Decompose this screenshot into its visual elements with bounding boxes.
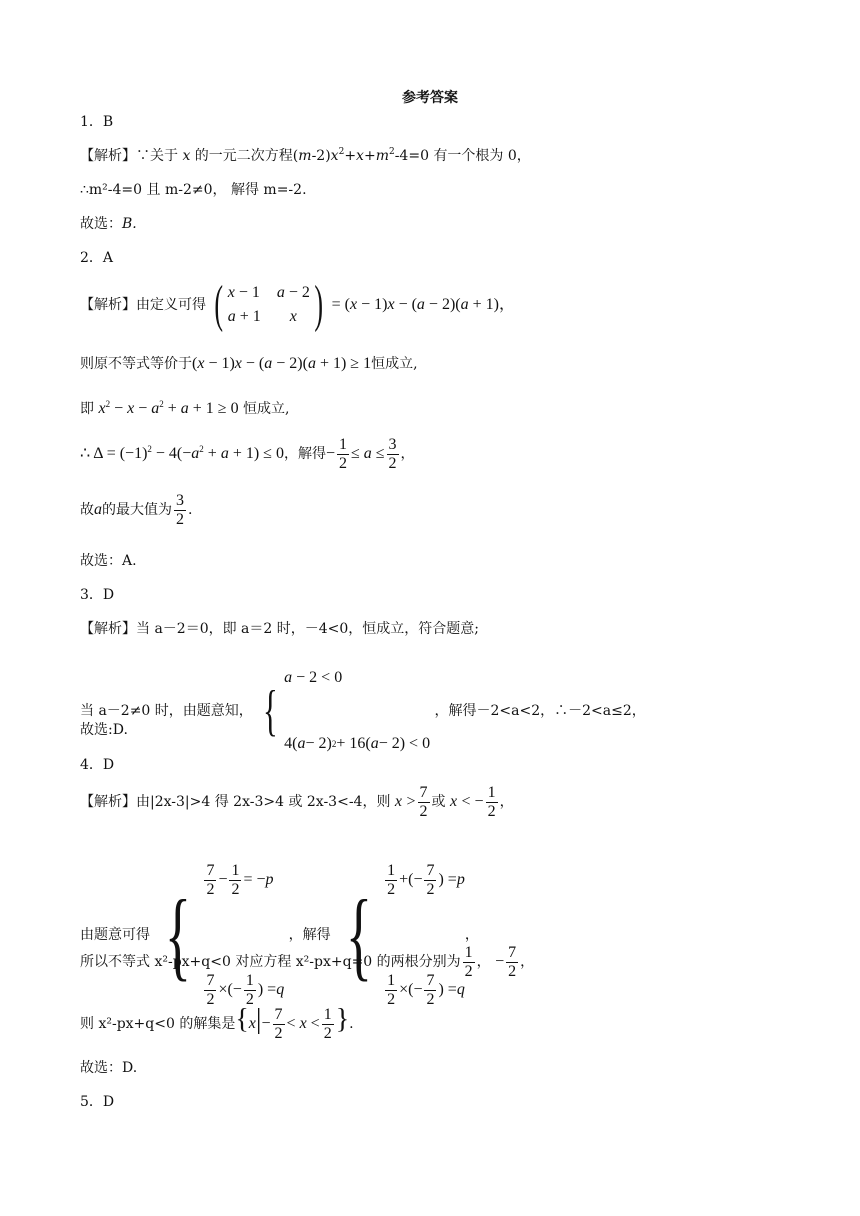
page-title: 参考答案	[402, 90, 458, 106]
q2-analysis-line4: ∴ $\Delta = (-1)^2 - 4(-a^2 + a + 1) \le 0$，解得− $\frac{1}{2}$ ≤ a ≤ $\frac{3}{2}$ ，	[80, 435, 415, 472]
q1-answer: 1．B	[80, 114, 114, 130]
q2-analysis-line2: 则原不等式等价于(x − 1)x − (a − 2)(a + 1) ≥ 1恒成立,	[80, 355, 418, 372]
q1-choice: 故选：B.	[80, 216, 137, 232]
q4-analysis-line3: 所以不等式 x²-px+q<0 对应方程 x²-px+q=0 的两根分别为 $\frac{1}{2}$ ， − $\frac{7}{2}$ ，	[80, 943, 535, 980]
q1-analysis-line2: ∴m²-4=0 且 m-2≠0， 解得 m=-2.	[80, 182, 307, 198]
q2-answer: 2．A	[80, 250, 114, 266]
q2-analysis-line5: 故a的最大值为 $\frac{3}{2}$ .	[80, 491, 193, 528]
q4-choice: 故选：D.	[80, 1060, 138, 1076]
q2-matrix: x − 1 a − 2 a + 1 x	[227, 284, 310, 325]
q4-system-given: { $\frac{7}{2}$ − $\frac{1}{2}$ = − p $\frac{7}{2}$ ×(− $\frac{1}{2}$ ) = q	[165, 861, 285, 1008]
q3-system: { a − 2 < 0 4( a − 2) 2 + 16( a − 2) < 0	[263, 669, 431, 752]
q2-choice: 故选：A.	[80, 553, 137, 569]
q4-system-solved: { $\frac{1}{2}$ +(− $\frac{7}{2}$ ) = p $\frac{1}{2}$ ×(− $\frac{7}{2}$ ) = q	[345, 861, 465, 1008]
q5-answer: 5．D	[80, 1094, 115, 1110]
q3-analysis-line1: 【解析】当 a－2＝0，即 a＝2 时，－4<0，恒成立，符合题意;	[80, 621, 480, 637]
q4-answer: 4．D	[80, 757, 115, 773]
q1-analysis-line1: 【解析】∵关于 x 的一元二次方程$(m-2)x^2+x+m^2-4=0$ 有一个根为 0，	[80, 147, 531, 164]
q4-analysis-line1: 【解析】由|2x-3|>4 得 2x-3>4 或 2x-3<-4，则 x > $\frac{7}{2}$ 或 x < − $\frac{1}{2}$ ，	[80, 783, 514, 820]
q2-analysis-line3: 即 $x^2 - x - a^2 + a + 1 \ge 0$ 恒成立,	[80, 399, 290, 417]
q4-analysis-line4: 则 x²-px+q<0 的解集是{x|− $\frac{7}{2}$ < x < $\frac{1}{2}$ }.	[80, 1004, 354, 1042]
q4-analysis-line2: 由题意可得 { $\frac{7}{2}$ − $\frac{1}{2}$ = − p $\frac{7}{2}$ ×(− $\frac{1}{2}$ ) = q ，解得 { $\frac{1}{2}$ +(− $\frac{7}{2}$ ) = p $\frac{1}{2}$ ×(− $\frac{7}{2}$ ) = q ，	[80, 830, 479, 1040]
q3-answer: 3．D	[80, 587, 115, 603]
q2-analysis-line1: 【解析】由定义可得 ( x − 1 a − 2 a + 1 x ) = (x − 1)x − (a − 2)(a + 1)，	[80, 276, 515, 333]
q3-choice: 故选:D.	[80, 722, 128, 738]
q3-analysis-line2: 当 a－2≠0 时，由题意知， { a − 2 < 0 4( a − 2) 2 + 16( a − 2) < 0 ，解得－2<a<2，∴－2<a≤2，	[80, 648, 646, 774]
